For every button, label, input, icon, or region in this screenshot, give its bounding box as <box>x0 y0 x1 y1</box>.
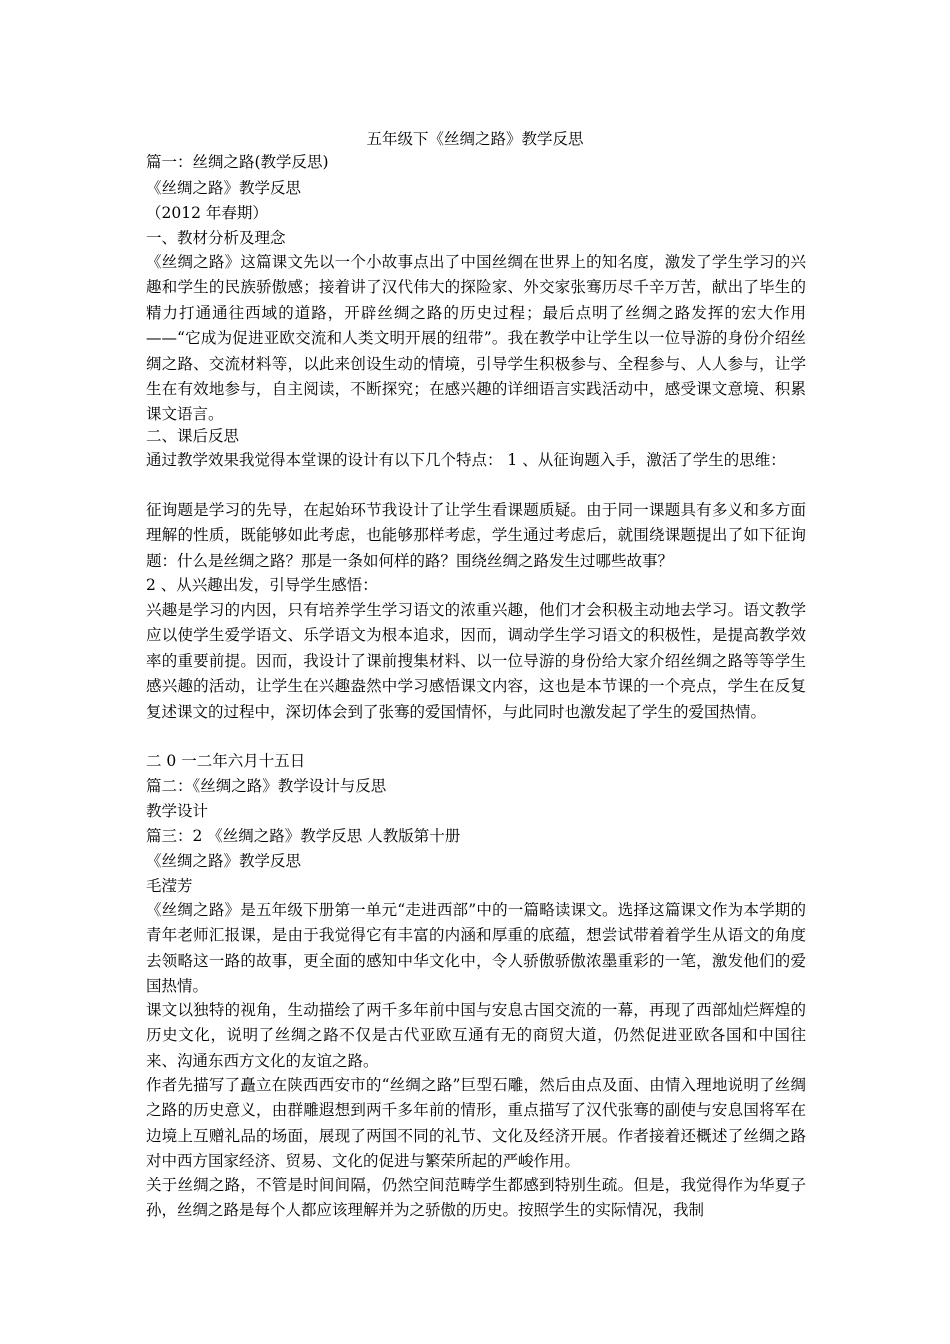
paragraph-materials: 《丝绸之路》这篇课文先以一个小故事点出了中国丝绸在世界上的知名度，激发了学生学习的兴趣和学生的民族骄傲感；接着讲了汉代伟大的探险家、外交家张骞历尽千辛万苦，献出了毕生的精力打通通往西域的道路，开辟丝绸之路的历史过程；最后点明了丝绸之路发挥的宏大作用——“它成为促进亚欧交流和人类文明开展的纽带”。我在教学中让学生以一位导游的身份介绍丝绸之路、交流材料等，以此来创设生动的情境，引导学生积极参与、全程参与、人人参与，让学生在有效地参与，自主阅读，不断探究；在感兴趣的详细语言实践活动中，感受课文意境、积累课文语言。 <box>146 253 806 424</box>
term-line: （2012 年春期） <box>146 204 268 222</box>
subheading-reflection: 二、课后反思 <box>146 427 240 445</box>
subheading-materials: 一、教材分析及理念 <box>146 229 286 247</box>
date-line: 二 0 一二年六月十五日 <box>146 752 306 770</box>
section-heading-2: 篇二：《丝绸之路》教学设计与反思 <box>146 777 387 795</box>
paragraph-perspective: 课文以独特的视角，生动描绘了两千多年前中国与安息古国交流的一幕，再现了西部灿烂辉煌的历史文化，说明了丝绸之路不仅是古代亚欧互通有无的商贸大道，仍然促进亚欧各国和中国往来、沟通东西方文化的友谊之路。 <box>146 1001 806 1070</box>
document-title: 五年级下《丝绸之路》教学反思 <box>366 130 584 148</box>
section-heading-3: 篇三：2 《丝绸之路》教学反思 人教版第十册 <box>146 827 461 845</box>
paragraph-author: 作者先描写了矗立在陕西西安市的“丝绸之路”巨型石雕，然后由点及面、由情入理地说明了丝绸之路的历史意义，由群雕遐想到两千多年前的情形，重点描写了汉代张骞的副使与安息国将军在边境上互赠礼品的场面，展现了两国不同的礼节、文化及经济开展。作者接着还概述了丝绸之路对中西方国家经济、贸易、文化的促进与繁荣所起的严峻作用。 <box>146 1076 806 1171</box>
section-heading-1: 篇一：丝绸之路(教学反思) <box>146 153 329 171</box>
paragraph-interest: 兴趣是学习的内因，只有培养学生学习语文的浓重兴趣，他们才会积极主动地去学习。语文教学应以使学生爱学语文、乐学语文为根本追求，因而，调动学生学习语文的积极性，是提高教学效率的重要前提。因而，我设计了课前搜集材料、以一位导游的身份给大家介绍丝绸之路等等学生感兴趣的活动，让学生在兴趣盎然中学习感悟课文内容，这也是本节课的一个亮点，学生在反复复述课文的过程中，深切体会到了张骞的爱国情怀，与此同时也激发起了学生的爱国热情。 <box>146 601 806 721</box>
paragraph-questions: 征询题是学习的先导，在起始环节我设计了让学生看课题质疑。由于同一课题具有多义和多方面理解的性质，既能够如此考虑，也能够那样考虑，学生通过考虑后，就围绕课题提出了如下征询题：什么是丝绸之路？那是一条如何样的路？围绕丝绸之路发生过哪些故事？ <box>146 501 806 570</box>
subtitle-line: 《丝绸之路》教学反思 <box>146 179 302 197</box>
author-line: 毛滢芳 <box>146 877 193 895</box>
subtitle-line-2: 《丝绸之路》教学反思 <box>146 852 302 870</box>
design-line: 教学设计 <box>146 802 209 820</box>
point-2-heading: 2 、从兴趣出发，引导学生感悟： <box>146 576 378 594</box>
paragraph-features: 通过教学效果我觉得本堂课的设计有以下几个特点： 1 、从征询题入手，激活了学生的思维： <box>146 451 786 469</box>
paragraph-intro: 《丝绸之路》是五年级下册第一单元“走进西部”中的一篇略读课文。选择这篇课文作为本学期的青年老师汇报课，是由于我觉得它有丰富的内涵和厚重的底蕴，想尝试带着着学生从语文的角度去领略这一路的故事，更全面的感知中华文化中，令人骄傲骄傲浓墨重彩的一笔，激发他们的爱国热情。 <box>146 901 806 996</box>
paragraph-closing: 关于丝绸之路，不管是时间间隔，仍然空间范畴学生都感到特别生疏。但是，我觉得作为华夏子孙，丝绸之路是每个人都应该理解并为之骄傲的历史。按照学生的实际情况，我制 <box>146 1176 806 1220</box>
